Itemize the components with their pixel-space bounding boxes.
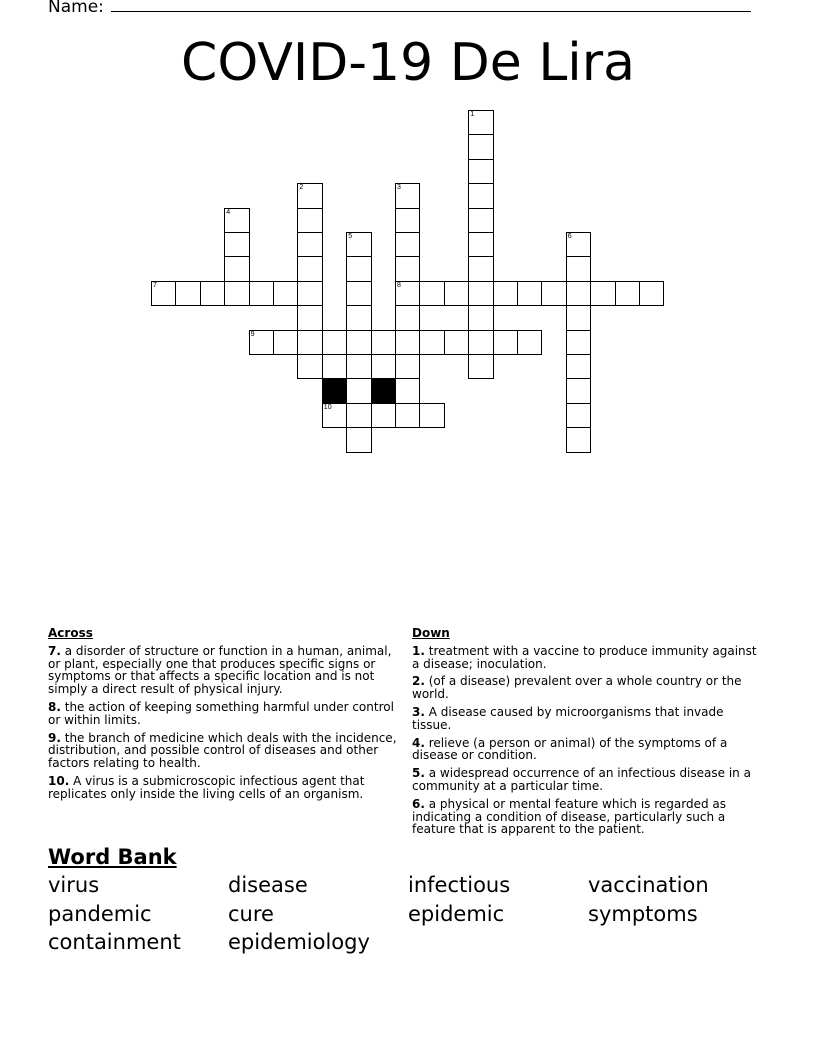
crossword-cell[interactable] (297, 305, 322, 330)
crossword-cell[interactable] (395, 232, 420, 257)
across-heading: Across (48, 626, 93, 640)
crossword-cell[interactable] (346, 378, 371, 403)
clue-number: 5 (348, 233, 353, 240)
crossword-cell[interactable] (249, 281, 274, 306)
crossword-cell[interactable] (175, 281, 200, 306)
crossword-cell[interactable] (566, 427, 591, 452)
clue-down (412, 645, 762, 671)
crossword-cell[interactable] (419, 330, 444, 355)
clue-num: 8. (48, 699, 61, 714)
crossword-cell[interactable] (224, 208, 249, 233)
clue-text: a physical or mental feature which is regarded as indicating a condition of disease, particularly such a feature that is apparent to the patient. (412, 796, 726, 837)
crossword-cell[interactable] (346, 427, 371, 452)
clue-num: 5. (412, 766, 425, 781)
word-bank-word: pandemic (48, 901, 152, 926)
black-square (322, 378, 347, 403)
clue-num: 6. (412, 796, 425, 811)
down-clues (412, 627, 762, 841)
crossword-cell[interactable] (468, 281, 493, 306)
crossword-cell[interactable] (297, 354, 322, 379)
crossword-cell[interactable] (395, 305, 420, 330)
crossword-cell[interactable] (468, 134, 493, 159)
clue-down (412, 737, 762, 763)
crossword-cell[interactable] (297, 208, 322, 233)
word-bank-word: symptoms (588, 901, 698, 926)
crossword-cell[interactable] (444, 330, 469, 355)
crossword-cell[interactable] (468, 110, 493, 135)
clue-down (412, 675, 762, 701)
word-bank-word: virus (48, 873, 100, 897)
crossword-cell[interactable] (566, 354, 591, 379)
crossword-cell[interactable] (419, 403, 444, 428)
clue-across (48, 701, 406, 727)
crossword-cell[interactable] (297, 232, 322, 257)
clue-across (48, 775, 406, 801)
crossword-cell[interactable] (468, 159, 493, 184)
clue-text: a disorder of structure or function in a human, animal, or plant, especially one that produces specific signs or symptoms or that affects a specific location and is not simply a direct result of physical injury. (48, 643, 392, 697)
crossword-cell[interactable] (371, 403, 396, 428)
crossword-cell[interactable] (395, 256, 420, 281)
crossword-cell[interactable] (468, 256, 493, 281)
word-bank-word: disease (228, 873, 308, 897)
clue-text: A virus is a submicroscopic infectious agent that replicates only inside the living cells of an organism. (48, 773, 365, 801)
crossword-cell[interactable] (468, 330, 493, 355)
clue-text: the branch of medicine which deals with the incidence, distribution, and possible control of diseases and other factors relating to health. (48, 730, 397, 771)
clue-num: 7. (48, 643, 61, 658)
crossword-cell[interactable] (395, 183, 420, 208)
clue-down (412, 767, 762, 793)
clue-down (412, 706, 762, 732)
crossword-cell[interactable] (273, 330, 298, 355)
clue-number: 2 (299, 184, 304, 192)
crossword-cell[interactable] (273, 281, 298, 306)
crossword-cell[interactable] (395, 403, 420, 428)
clue-num: 10. (48, 773, 70, 788)
crossword-cell[interactable] (468, 305, 493, 330)
crossword-cell[interactable] (468, 208, 493, 233)
clue-across (48, 645, 406, 696)
crossword-cell[interactable] (322, 403, 347, 428)
crossword-cell[interactable] (615, 281, 640, 306)
crossword-cell[interactable] (322, 330, 347, 355)
crossword-cell[interactable] (395, 378, 420, 403)
crossword-cell[interactable] (200, 281, 225, 306)
crossword-cell[interactable] (346, 256, 371, 281)
crossword-cell[interactable] (639, 281, 664, 306)
crossword-cell[interactable] (590, 281, 615, 306)
clue-number: 10 (323, 403, 332, 411)
name-label: Name: (48, 0, 104, 17)
crossword-cell[interactable] (468, 183, 493, 208)
clue-text: (of a disease) prevalent over a whole country or the world. (412, 674, 742, 702)
crossword-cell[interactable] (297, 256, 322, 281)
clue-text: relieve (a person or animal) of the symptoms of a disease or condition. (412, 735, 728, 763)
crossword-cell[interactable] (346, 330, 371, 355)
crossword-cell[interactable] (468, 354, 493, 379)
across-clues (48, 627, 406, 806)
clue-across (48, 732, 406, 770)
crossword-cell[interactable] (517, 281, 542, 306)
crossword-cell[interactable] (566, 330, 591, 355)
crossword-cell[interactable] (151, 281, 176, 306)
crossword-cell[interactable] (249, 330, 274, 355)
crossword-cell[interactable] (566, 281, 591, 306)
page-title: COVID-19 De Lira (181, 33, 635, 93)
crossword-cell[interactable] (297, 183, 322, 208)
crossword-cell[interactable] (346, 354, 371, 379)
down-clue-list (412, 645, 762, 836)
crossword-cell[interactable] (419, 281, 444, 306)
clue-number: 4 (226, 208, 231, 216)
crossword-cell[interactable] (493, 330, 518, 355)
crossword-cell[interactable] (566, 256, 591, 281)
crossword-cell[interactable] (395, 208, 420, 233)
clue-number: 6 (567, 233, 572, 240)
crossword-cell[interactable] (468, 232, 493, 257)
crossword-cell[interactable] (297, 281, 322, 306)
across-clue-list (48, 645, 406, 801)
crossword-cell[interactable] (541, 281, 566, 306)
clue-num: 4. (412, 735, 425, 750)
crossword-cell[interactable] (566, 378, 591, 403)
crossword-cell[interactable] (346, 403, 371, 428)
clue-num: 2. (412, 674, 425, 689)
word-bank-word: epidemiology (228, 930, 370, 954)
crossword-cell[interactable] (346, 281, 371, 306)
clue-text: A disease caused by microorganisms that invade tissue. (412, 704, 724, 732)
clue-num: 3. (412, 704, 425, 719)
crossword-cell[interactable] (493, 281, 518, 306)
crossword-cell[interactable] (566, 232, 591, 257)
clue-number: 3 (397, 184, 401, 192)
word-bank-word: containment (48, 930, 181, 954)
clue-number: 7 (153, 281, 157, 289)
clue-number: 8 (397, 281, 401, 289)
crossword-cell[interactable] (395, 330, 420, 355)
black-square (371, 378, 396, 403)
crossword-cell[interactable] (444, 281, 469, 306)
crossword-cell[interactable] (517, 330, 542, 355)
crossword-grid (0, 0, 816, 460)
crossword-cell[interactable] (395, 281, 420, 306)
clue-text: a widespread occurrence of an infectious disease in a community at a particular time. (412, 766, 751, 793)
crossword-cell[interactable] (224, 256, 249, 281)
clue-text: treatment with a vaccine to produce immunity against a disease; inoculation. (412, 643, 757, 671)
crossword-cell[interactable] (371, 330, 396, 355)
word-bank-word: epidemic (408, 901, 505, 926)
clue-num: 9. (48, 730, 61, 745)
crossword-cell[interactable] (346, 305, 371, 330)
word-bank-word: cure (228, 901, 274, 926)
crossword-cell[interactable] (224, 281, 249, 306)
clue-num: 1. (412, 643, 425, 658)
clue-number: 9 (250, 330, 255, 338)
word-bank-title: Word Bank (48, 845, 177, 869)
clue-down (412, 798, 762, 836)
down-heading: Down (412, 626, 450, 640)
crossword-cell[interactable] (224, 232, 249, 257)
crossword-cell[interactable] (297, 330, 322, 355)
clue-text: the action of keeping something harmful under control or within limits. (48, 699, 394, 727)
clue-number: 1 (470, 111, 475, 118)
crossword-cell[interactable] (566, 305, 591, 330)
crossword-cell[interactable] (395, 354, 420, 379)
crossword-cell[interactable] (346, 232, 371, 257)
word-bank-word: infectious (408, 873, 511, 897)
word-bank-word: vaccination (588, 873, 709, 897)
crossword-cell[interactable] (566, 403, 591, 428)
